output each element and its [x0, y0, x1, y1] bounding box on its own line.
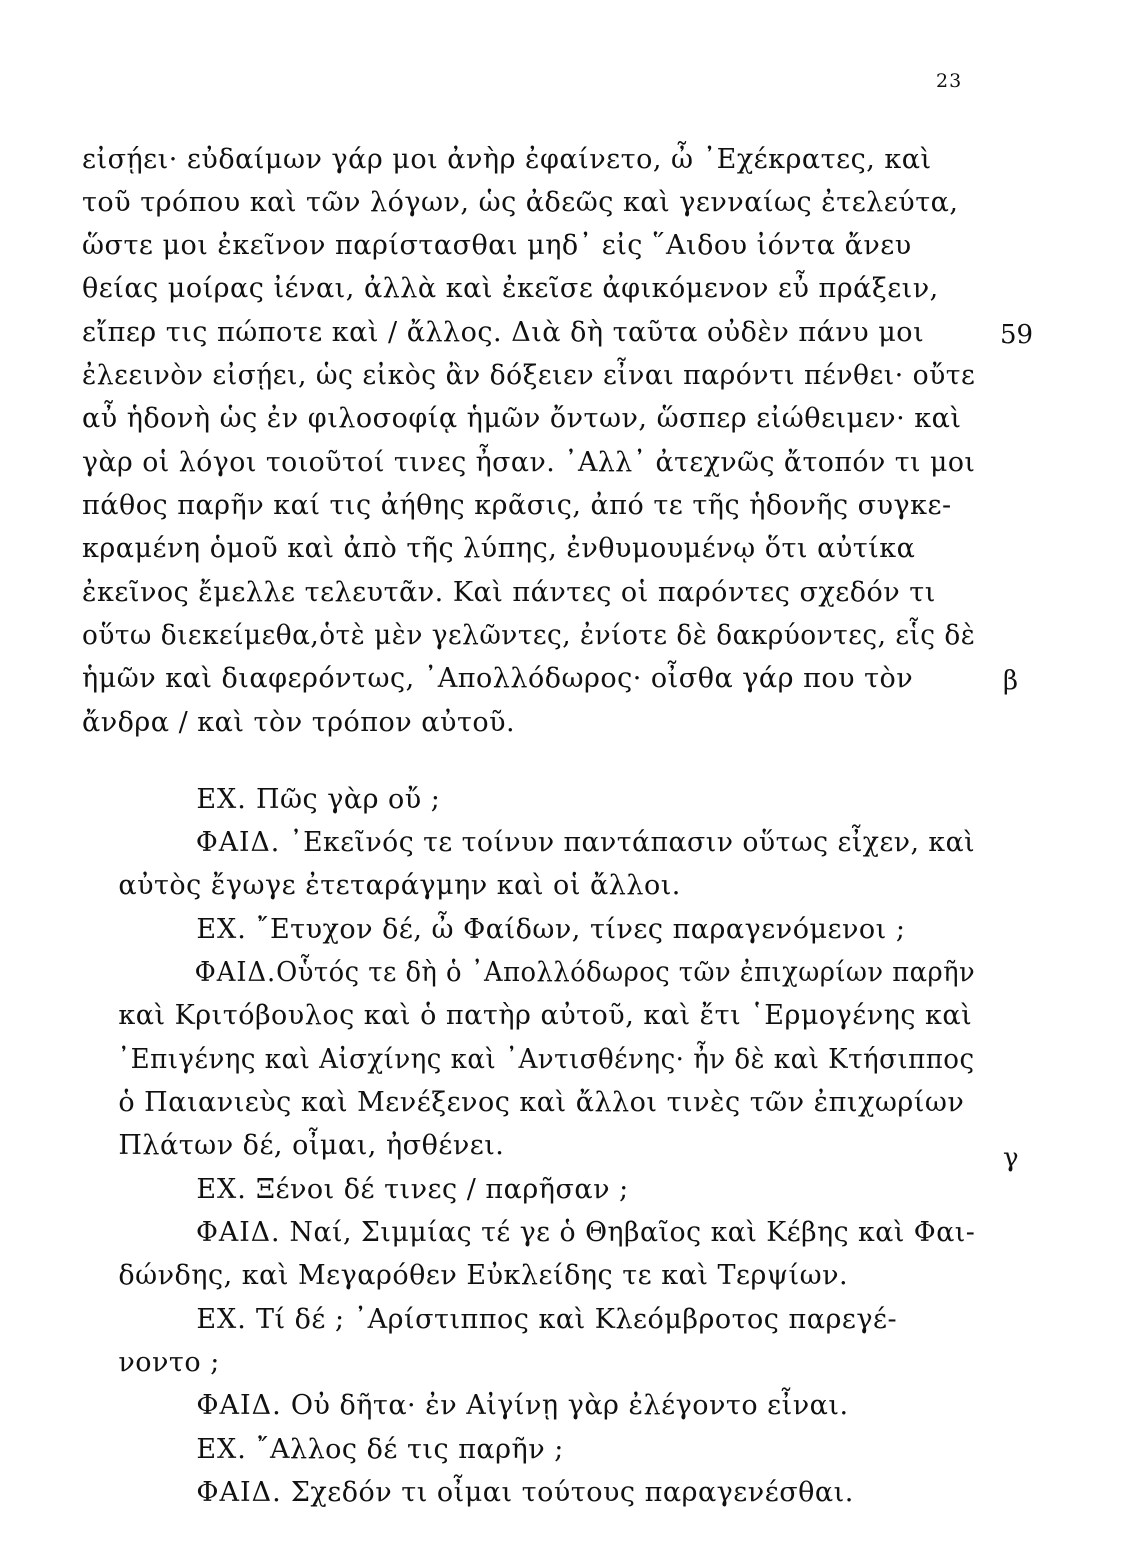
page-number: 23 — [936, 70, 963, 92]
dialogue-text: Πλάτων δέ, οἶμαι, ἠσθένει. — [118, 1130, 505, 1161]
section-marker-b: β — [1003, 666, 1019, 696]
text-line: πάθος παρῆν καί τις ἀήθης κρᾶσις, ἀπό τε τῆς ἡδονῆς συγκε- — [82, 490, 952, 521]
speaker-label: ΦΑΙΔ. — [195, 827, 281, 858]
speaker-label: ΦΑΙΔ. — [196, 1390, 282, 1421]
dialogue-text: καὶ Κριτόβουλος καὶ ὁ πατὴρ αὐτοῦ, καὶ ἔτι ῾Ερμογένης καὶ — [118, 1000, 973, 1031]
text-line: ὥστε μοι ἐκεῖνον παρίστασθαι μηδ᾿ εἰς ῞Αιδου ἰόντα ἄνευ — [82, 230, 912, 261]
speaker-label: ΕΧ. — [196, 1304, 247, 1335]
speaker-label: ΦΑΙΔ. — [195, 1217, 281, 1248]
dialogue-text: Ναί, Σιμμίας τέ γε ὁ Θηβαῖος καὶ Κέβης καὶ Φαι- — [289, 1217, 976, 1248]
dialogue-text: δώνδης, καὶ Μεγαρόθεν Εὐκλείδης τε καὶ Τερψίων. — [118, 1260, 849, 1291]
dialogue-text: Πῶς γὰρ οὔ ; — [255, 784, 441, 815]
speaker-label: ΕΧ. — [196, 784, 247, 815]
section-marker-c: γ — [1003, 1143, 1019, 1173]
dialogue-text: ῎Αλλος δέ τις παρῆν ; — [255, 1434, 564, 1465]
speaker-label: ΕΧ. — [196, 1174, 247, 1205]
speaker-label: ΦΑΙΔ. — [194, 957, 277, 988]
text-line: εἴπερ τις πώποτε καὶ / ἄλλος. Διὰ δὴ ταῦτα οὐδὲν πάνυ μοι — [82, 317, 925, 348]
dialogue-text: Οὗτός τε δὴ ὁ ᾿Απολλόδωρος τῶν ἐπιχωρίων παρῆν — [276, 957, 976, 988]
dialogue-line — [160, 1442, 854, 1544]
dialogue-text: Σχεδόν τι οἶμαι τούτους παραγενέσθαι. — [290, 1477, 854, 1508]
text-line: εἰσῄει· εὐδαίμων γάρ μοι ἀνὴρ ἐφαίνετο, ὦ ᾿Εχέκρατες, καὶ — [82, 144, 932, 175]
text-line: οὕτω διεκείμεθα,ὁτὲ μὲν γελῶντες, ἐνίοτε δὲ δακρύοντες, εἷς δὲ — [82, 620, 976, 651]
speaker-label: ΦΑΙΔ. — [196, 1477, 282, 1508]
speaker-label: ΕΧ. — [196, 914, 247, 945]
text-line: ἄνδρα / καὶ τὸν τρόπον αὐτοῦ. — [82, 707, 516, 738]
dialogue-text: αὐτὸς ἔγωγε ἐτεταράγμην καὶ οἱ ἄλλοι. — [118, 870, 681, 901]
stephanus-number: 59 — [1000, 320, 1034, 350]
text-line: ἡμῶν καὶ διαφερόντως, ᾿Απολλόδωρος· οἶσθα γάρ που τὸν — [82, 663, 914, 694]
text-line: αὖ ἡδονὴ ὡς ἐν φιλοσοφίᾳ ἡμῶν ὄντων, ὥσπερ εἰώθειμεν· καὶ — [82, 403, 962, 434]
dialogue-text: Ξένοι δέ τινες / παρῆσαν ; — [255, 1174, 629, 1205]
dialogue-text: νοντο ; — [118, 1347, 220, 1378]
text-line: θείας μοίρας ἰέναι, ἀλλὰ καὶ ἐκεῖσε ἀφικόμενον εὖ πράξειν, — [82, 273, 939, 304]
speaker-label: ΕΧ. — [196, 1434, 247, 1465]
text-line: γὰρ οἱ λόγοι τοιοῦτοί τινες ἦσαν. ᾿Αλλ᾿ ἀτεχνῶς ἄτοπόν τι μοι — [82, 447, 976, 478]
text-line: ἐκεῖνος ἔμελλε τελευτᾶν. Καὶ πάντες οἱ παρόντες σχεδόν τι — [82, 577, 936, 608]
dialogue-text: ᾿Εκεῖνός τε τοίνυν παντάπασιν οὕτως εἶχεν, καὶ — [289, 827, 976, 858]
text-line: τοῦ τρόπου καὶ τῶν λόγων, ὡς ἀδεῶς καὶ γενναίως ἐτελεύτα, — [82, 187, 959, 218]
dialogue-text: Οὐ δῆτα· ἐν Αἰγίνῃ γὰρ ἐλέγοντο εἶναι. — [290, 1390, 849, 1421]
dialogue-text: Τί δέ ; ᾿Αρίστιππος καὶ Κλεόμβροτος παρεγέ- — [255, 1304, 898, 1335]
text-line: ἐλεεινὸν εἰσῄει, ὡς εἰκὸς ἂν δόξειεν εἶναι παρόντι πένθει· οὔτε — [82, 360, 976, 391]
dialogue-text: ῎Ετυχον δέ, ὦ Φαίδων, τίνες παραγενόμενοι ; — [255, 914, 906, 945]
dialogue-text: ὁ Παιανιεὺς καὶ Μενέξενος καὶ ἄλλοι τινὲς τῶν ἐπιχωρίων — [118, 1087, 965, 1118]
text-line: κραμένη ὁμοῦ καὶ ἀπὸ τῆς λύπης, ἐνθυμουμένῳ ὅτι αὐτίκα — [82, 533, 916, 564]
dialogue-text: ᾿Επιγένης καὶ Αἰσχίνης καὶ ᾿Αντισθένης· ἦν δὲ καὶ Κτήσιππος — [117, 1044, 975, 1075]
